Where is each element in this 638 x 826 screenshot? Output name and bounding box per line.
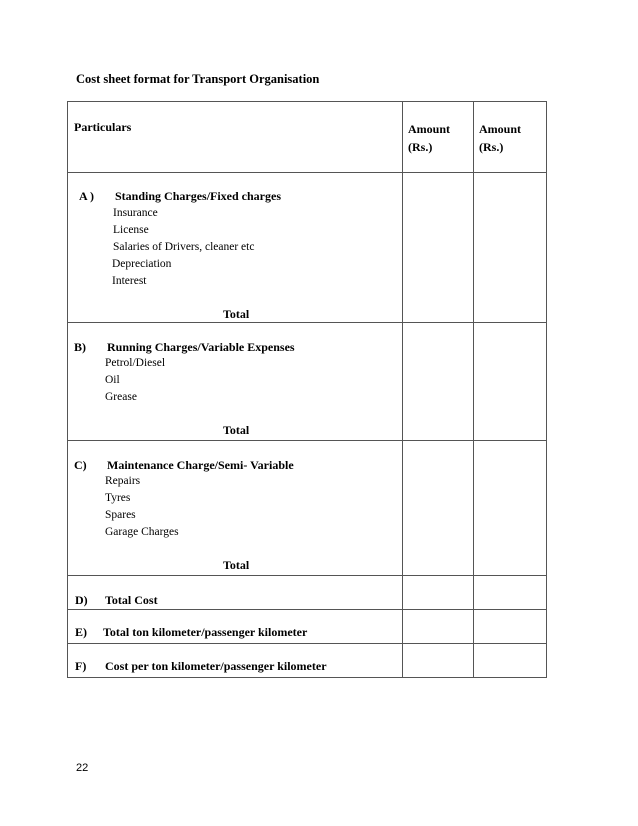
table-header-row — [68, 102, 547, 173]
section-heading: Maintenance Charge/Semi- Variable — [107, 458, 294, 472]
amount-header-2-unit: (Rs.) — [479, 140, 504, 154]
amount-cell — [474, 644, 547, 678]
document-title: Cost sheet format for Transport Organisation — [76, 72, 320, 86]
amount-cell — [474, 610, 547, 644]
line-item: Garage Charges — [105, 526, 179, 538]
summary-particulars — [68, 610, 403, 644]
amount-cell — [403, 610, 474, 644]
amount-header-2 — [474, 102, 547, 173]
section-heading: Running Charges/Variable Expenses — [107, 340, 295, 354]
line-item: Grease — [105, 391, 137, 403]
line-item: Insurance — [113, 207, 158, 219]
line-item: Tyres — [105, 492, 131, 504]
summary-row-cost-per-ton-km — [68, 644, 547, 678]
amount-cell — [403, 644, 474, 678]
amount-cell — [403, 323, 474, 441]
line-item: Salaries of Drivers, cleaner etc — [113, 241, 255, 253]
summary-label: D) — [75, 593, 88, 607]
section-particulars — [68, 323, 403, 441]
summary-particulars — [68, 576, 403, 610]
section-particulars — [68, 173, 403, 323]
summary-row-total-cost — [68, 576, 547, 610]
section-particulars — [68, 441, 403, 576]
amount-header-1-label: Amount — [408, 122, 451, 136]
amount-header-1 — [403, 102, 474, 173]
section-label: B) — [74, 340, 86, 354]
line-item: Repairs — [105, 475, 141, 487]
amount-cell — [403, 576, 474, 610]
line-item: Spares — [105, 509, 136, 521]
line-item: Interest — [112, 275, 147, 287]
line-item: Petrol/Diesel — [105, 357, 166, 369]
summary-text: Total Cost — [105, 593, 158, 607]
summary-row-total-ton-km — [68, 610, 547, 644]
summary-label: F) — [75, 659, 87, 673]
section-label: C) — [74, 458, 87, 472]
page-number: 22 — [76, 762, 89, 774]
cost-sheet-table — [67, 101, 547, 678]
summary-particulars — [68, 644, 403, 678]
line-item: Oil — [105, 374, 120, 386]
amount-cell — [474, 576, 547, 610]
section-row-standing-charges — [68, 173, 547, 323]
line-item: Depreciation — [112, 258, 172, 270]
line-item: License — [113, 224, 149, 236]
summary-text: Total ton kilometer/passenger kilometer — [103, 625, 308, 639]
section-label: A ) — [79, 189, 94, 203]
particulars-header: Particulars — [68, 102, 403, 173]
section-total-label: Total — [223, 558, 250, 572]
section-total-label: Total — [223, 423, 250, 437]
amount-cell — [474, 173, 547, 323]
amount-header-1-unit: (Rs.) — [408, 140, 433, 154]
amount-cell — [474, 323, 547, 441]
section-row-running-charges — [68, 323, 547, 441]
section-total-label: Total — [223, 307, 250, 321]
section-row-maintenance-charge — [68, 441, 547, 576]
section-heading: Standing Charges/Fixed charges — [115, 189, 282, 203]
amount-cell — [403, 173, 474, 323]
amount-cell — [474, 441, 547, 576]
amount-header-2-label: Amount — [479, 122, 522, 136]
summary-text: Cost per ton kilometer/passenger kilometer — [105, 659, 327, 673]
summary-label: E) — [75, 625, 87, 639]
amount-cell — [403, 441, 474, 576]
